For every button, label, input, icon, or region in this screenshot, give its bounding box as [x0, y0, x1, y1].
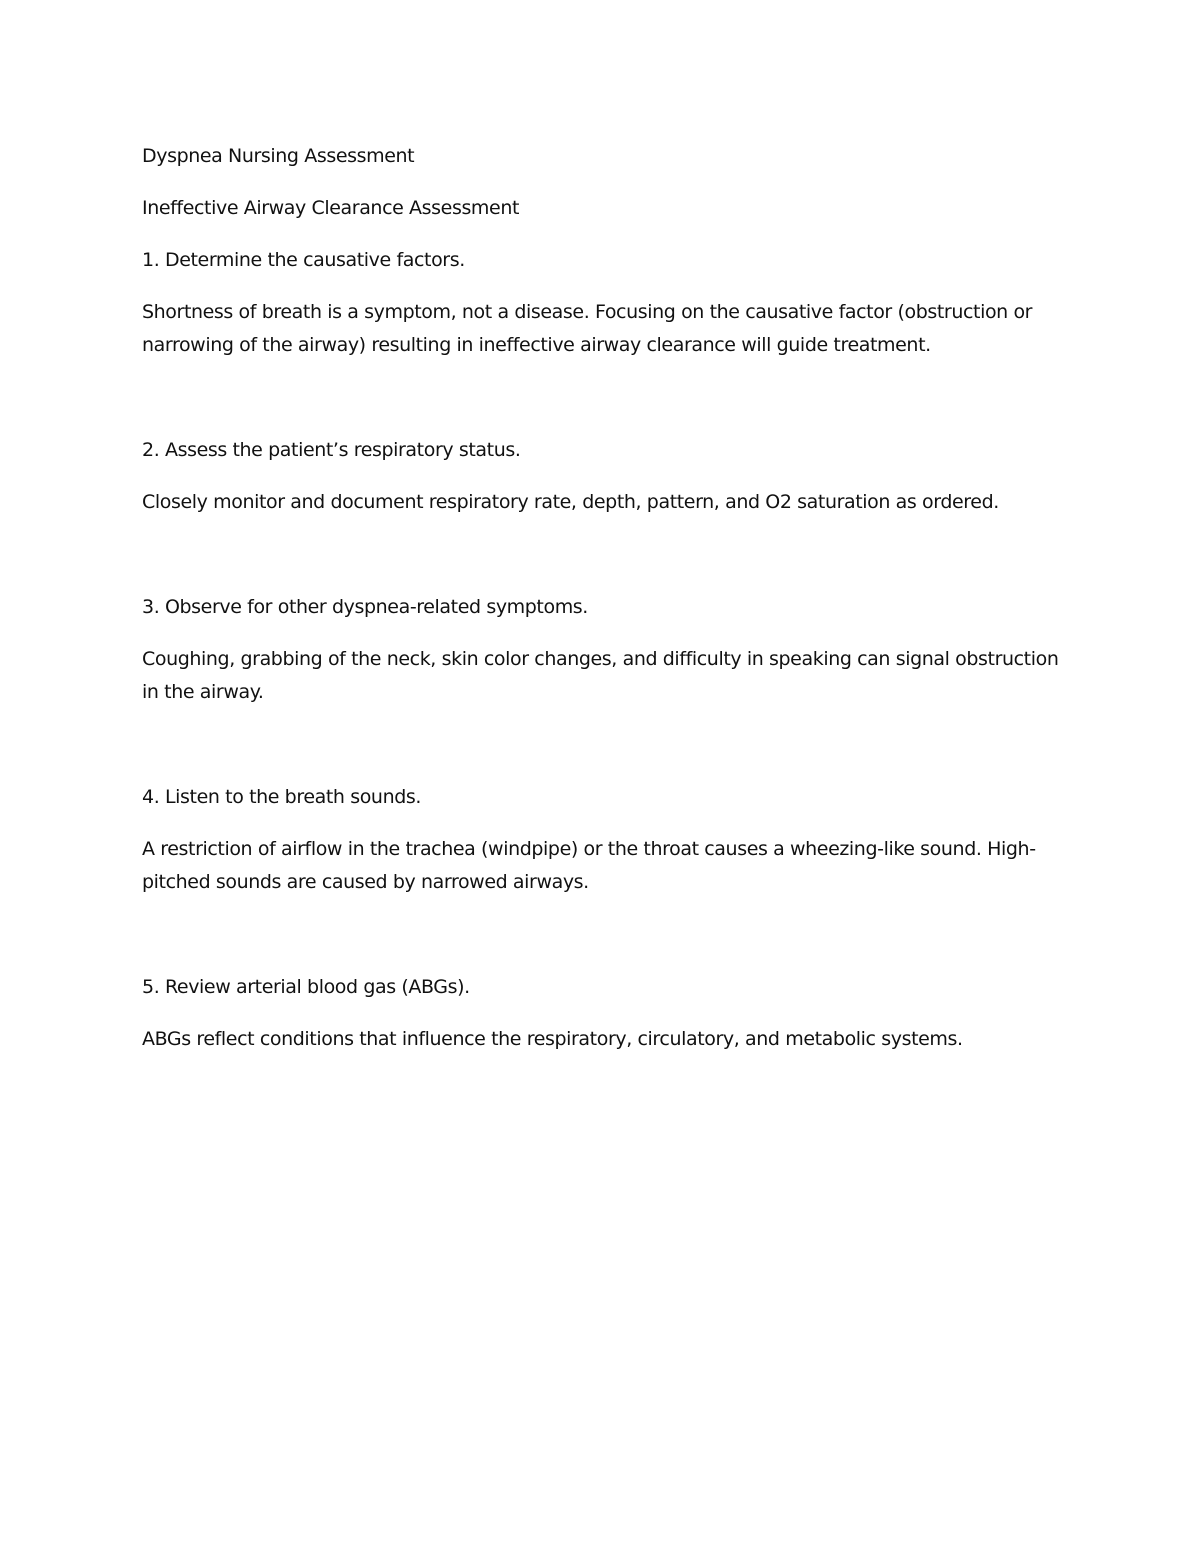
item-heading-3: 3. Observe for other dyspnea-related symptoms. — [142, 596, 588, 618]
item-body-5: ABGs reflect conditions that influence the respiratory, circulatory, and metabolic systems. — [142, 1028, 963, 1050]
item-heading-4: 4. Listen to the breath sounds. — [142, 786, 422, 808]
item-body-2: Closely monitor and document respiratory rate, depth, pattern, and O2 saturation as ordered. — [142, 491, 999, 513]
document-subtitle: Ineffective Airway Clearance Assessment — [142, 197, 520, 219]
section-spacer — [142, 381, 1072, 434]
item-heading-1: 1. Determine the causative factors. — [142, 249, 465, 271]
document-content — [142, 140, 1072, 1075]
section-spacer — [142, 918, 1072, 971]
item-heading-2: 2. Assess the patient’s respiratory status. — [142, 439, 521, 461]
item-body-1: Shortness of breath is a symptom, not a disease. Focusing on the causative factor (obstruction or narrowing of the airway) resulting in ineffective airway clearance will guide treatment. — [142, 301, 1033, 356]
item-body-3: Coughing, grabbing of the neck, skin color changes, and difficulty in speaking can signal obstruction in the airway. — [142, 648, 1059, 703]
item-heading-5: 5. Review arterial blood gas (ABGs). — [142, 976, 470, 998]
document-title: Dyspnea Nursing Assessment — [142, 145, 415, 167]
section-spacer — [142, 728, 1072, 781]
section-spacer — [142, 538, 1072, 591]
item-body-4: A restriction of airflow in the trachea (windpipe) or the throat causes a wheezing-like sound. High-pitched sounds are caused by narrowed airways. — [142, 838, 1036, 893]
